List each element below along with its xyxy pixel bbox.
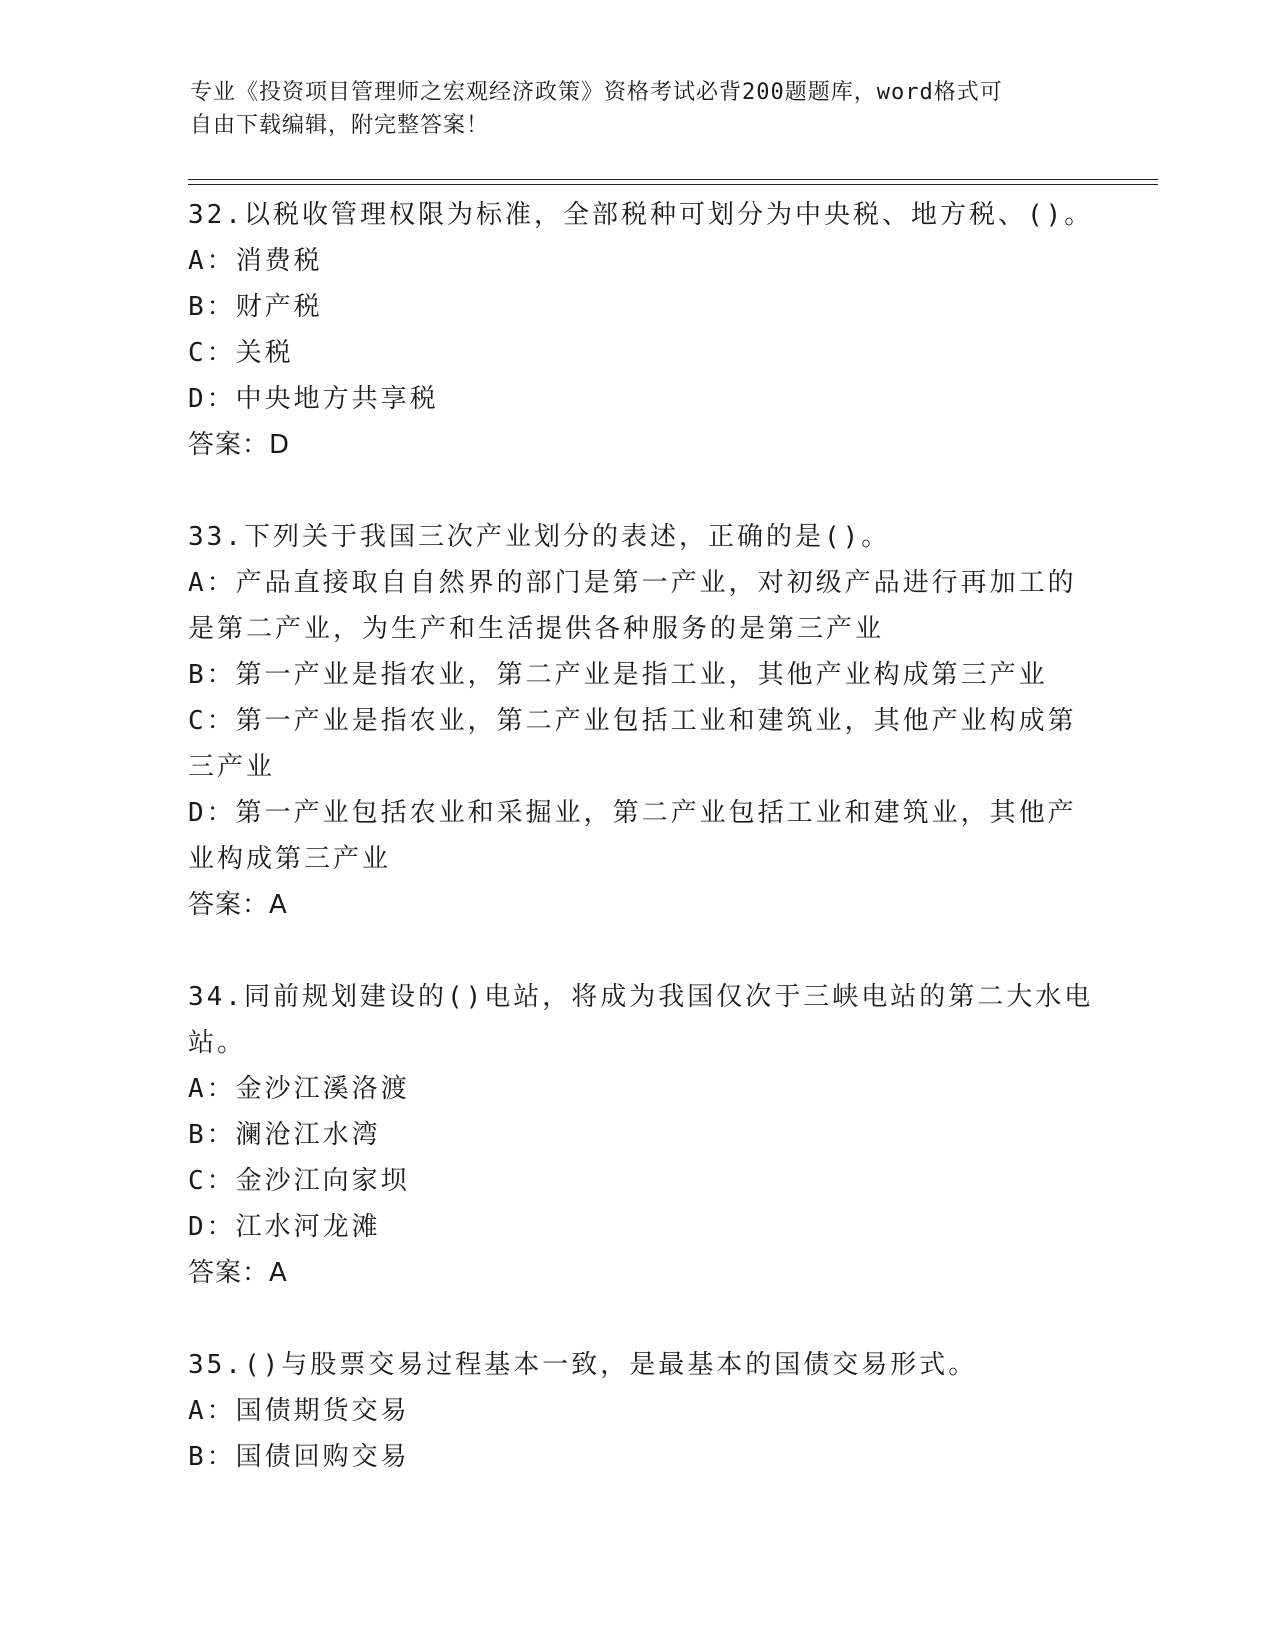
answer-option: C：第一产业是指农业，第二产业包括工业和建筑业，其他产业构成第	[188, 706, 1077, 736]
question-stem: 35.()与股票交易过程基本一致，是最基本的国债交易形式。	[188, 1350, 978, 1380]
header-divider-bottom	[188, 184, 1158, 185]
answer-option: A：国债期货交易	[188, 1396, 410, 1426]
correct-answer: 答案：A	[188, 1258, 288, 1288]
answer-option: D：第一产业包括农业和采掘业，第二产业包括工业和建筑业，其他产	[188, 798, 1077, 828]
correct-answer: 答案：A	[188, 890, 288, 920]
answer-option: B：第一产业是指农业，第二产业是指工业，其他产业构成第三产业	[188, 660, 1048, 690]
answer-option: B：国债回购交易	[188, 1442, 410, 1472]
document-header	[190, 76, 1090, 142]
question-block	[188, 192, 1094, 468]
question-spacer	[188, 928, 1088, 974]
answer-option: D：江水河龙滩	[188, 1212, 381, 1242]
answer-option: 三产业	[188, 752, 276, 782]
question-list	[188, 192, 1094, 1480]
question-stem: 34.同前规划建设的()电站，将成为我国仅次于三峡电站的第二大水电	[188, 982, 1094, 1012]
answer-option: A：产品直接取自自然界的部门是第一产业，对初级产品进行再加工的	[188, 568, 1077, 598]
answer-option: C：金沙江向家坝	[188, 1166, 410, 1196]
question-spacer	[188, 1296, 1088, 1342]
correct-answer: 答案：D	[188, 430, 291, 460]
question-stem: 33.下列关于我国三次产业划分的表述，正确的是()。	[188, 522, 891, 552]
answer-option: 业构成第三产业	[188, 844, 392, 874]
question-block	[188, 974, 1094, 1296]
question-stem: 32.以税收管理权限为标准，全部税种可划分为中央税、地方税、()。	[188, 200, 1094, 230]
answer-option: C：关税	[188, 338, 294, 368]
header-line-2: 自由下载编辑，附完整答案！	[190, 113, 490, 138]
header-divider-top	[188, 179, 1158, 180]
answer-option: A：金沙江溪洛渡	[188, 1074, 410, 1104]
answer-option: B：财产税	[188, 292, 323, 322]
answer-option: A：消费税	[188, 246, 323, 276]
question-spacer	[188, 468, 1088, 514]
question-block	[188, 514, 1088, 928]
answer-option: 是第二产业，为生产和生活提供各种服务的是第三产业	[188, 614, 885, 644]
question-block	[188, 1342, 1088, 1480]
answer-option: D：中央地方共享税	[188, 384, 439, 414]
header-line-1: 专业《投资项目管理师之宏观经济政策》资格考试必背200题题库，word格式可	[190, 80, 1003, 105]
question-stem: 站。	[188, 1028, 247, 1058]
answer-option: B：澜沧江水湾	[188, 1120, 381, 1150]
